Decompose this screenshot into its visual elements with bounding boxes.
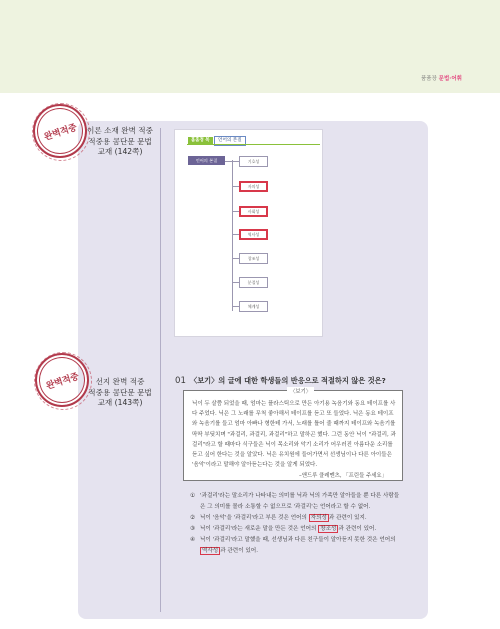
option-text-part: 과 관련이 있어. [220,548,258,554]
tree-node: 창조성 [239,253,268,264]
stamp-text: 완벽적중 [44,371,80,392]
option-2[interactable] [190,513,403,524]
option-number: ② [190,515,196,521]
textbook-excerpt [174,129,323,337]
tree-connector [232,258,239,259]
tree-node: 체계성 [239,301,268,312]
figure-header [175,130,322,146]
section-2-caption [81,377,159,409]
option-text [190,513,403,524]
tree-connector [232,211,239,212]
tree-root: 언어의 본질 [188,156,225,165]
option-4[interactable] [190,535,403,557]
tree-connector [232,234,239,235]
highlighted-term: 창조성 [320,526,337,532]
option-text-part: 닉이 '과걸리'라고 말했을 때, 선생님과 다른 친구들이 알아듣지 못한 것은 언어의 [200,537,396,543]
tree-connector [225,161,239,162]
option-text-part: 과 관련이 있어. [338,526,377,532]
tree-node: 분절성 [239,277,268,288]
tree-connector [232,306,239,307]
tree-connector [232,186,239,187]
page-runner [421,74,462,82]
caption-line: 선지 완벽 적중 [95,377,145,386]
section-1-caption [81,126,159,158]
caption-line: 적중용 콤단문 문법 [88,136,152,146]
option-text-part: '과걸리'라는 말소리가 나타내는 의미를 닉과 닉의 가족만 알아들을 뿐 다른 사람들은 그 의미를 몰라 소통할 수 없으므로 '과걸리'는 언어라고 할 수 없어. [200,493,400,510]
option-number: ③ [190,526,196,532]
option-text-part: 과 관련이 있지. [328,515,367,521]
tree-node: 사회성 [239,206,268,217]
option-text [190,491,403,513]
tree-spine [232,160,233,311]
tree-connector [232,282,239,283]
figure-rule [187,144,320,145]
runner-prefix: 품품장 [420,76,437,82]
caption-line: 이론 소재 완벽 적중 [87,126,153,135]
option-number: ④ [190,537,196,543]
option-text [190,535,403,557]
option-text-part: 닉이 '과걸리'라는 새로운 말을 만든 것은 언어의 [200,526,319,532]
highlighted-term: 자의성 [310,515,327,521]
figure-tag: 홈홈정 복 [188,137,213,144]
answer-options [190,491,403,557]
passage-label: 〈보기〉 [287,387,314,395]
option-text [190,524,403,535]
passage-text: 닉이 두 살쯤 되었을 때, 엄마는 플라스틱으로 만든 아기용 녹음기와 동요 테이프를 사다 주었다. 닉은 그 노래를 무척 좋아해서 테이프를 듣고 또 들었다. 닉은 동요 테이프와 녹음기를 들고 엄마 아빠나 형한테 가서, 노래를 틀어 줄 때까지 테이프와 녹음기를 딱딱 부딪치며 "과걸리, 과걸리, 과걸리"하고 말하곤 했다. 그런 동안 닉이 "과걸리, 과걸리"라고 할 때마다 식구들은 닉이 목소리와 악기 소리가 어우러진 아름다운 소리를 듣고 싶어 한다는 것을 알았다. 닉은 유치원에 들어가면서 선생님이나 다른 아이들은 '음악'이라고 말해야 알아듣는다는 것을 알게 되었다. [192,401,396,469]
stamp-1 [33,104,87,158]
caption-line: 교재 (143쪽) [97,398,143,408]
option-3[interactable] [190,524,403,535]
caption-line: 교재 (142쪽) [97,147,143,157]
option-number: ① [190,493,196,499]
tree-node: 역사성 [239,229,268,240]
highlighted-term: 역사성 [202,548,219,554]
tree-node: 자의성 [239,181,268,192]
passage-source: –앤드루 클레멘츠, 「프린들 주세요」 [299,473,388,479]
question-number: 01 [175,376,186,386]
tree-node: 기호성 [239,156,268,167]
caption-line: 적중용 콤단문 문법 [88,387,152,397]
figure-title: 언어의 본질 [214,136,246,146]
column-divider [160,128,161,612]
question-text: 〈보기〉의 글에 대한 학생들의 반응으로 적절하지 않은 것은? [190,376,386,385]
stamp-text: 완벽적중 [42,122,78,143]
option-1[interactable] [190,491,403,513]
runner-highlight: 문법·어휘 [438,76,462,82]
option-text-part: 닉이 '음악'을 '과걸리'라고 부른 것은 언어의 [200,515,309,521]
